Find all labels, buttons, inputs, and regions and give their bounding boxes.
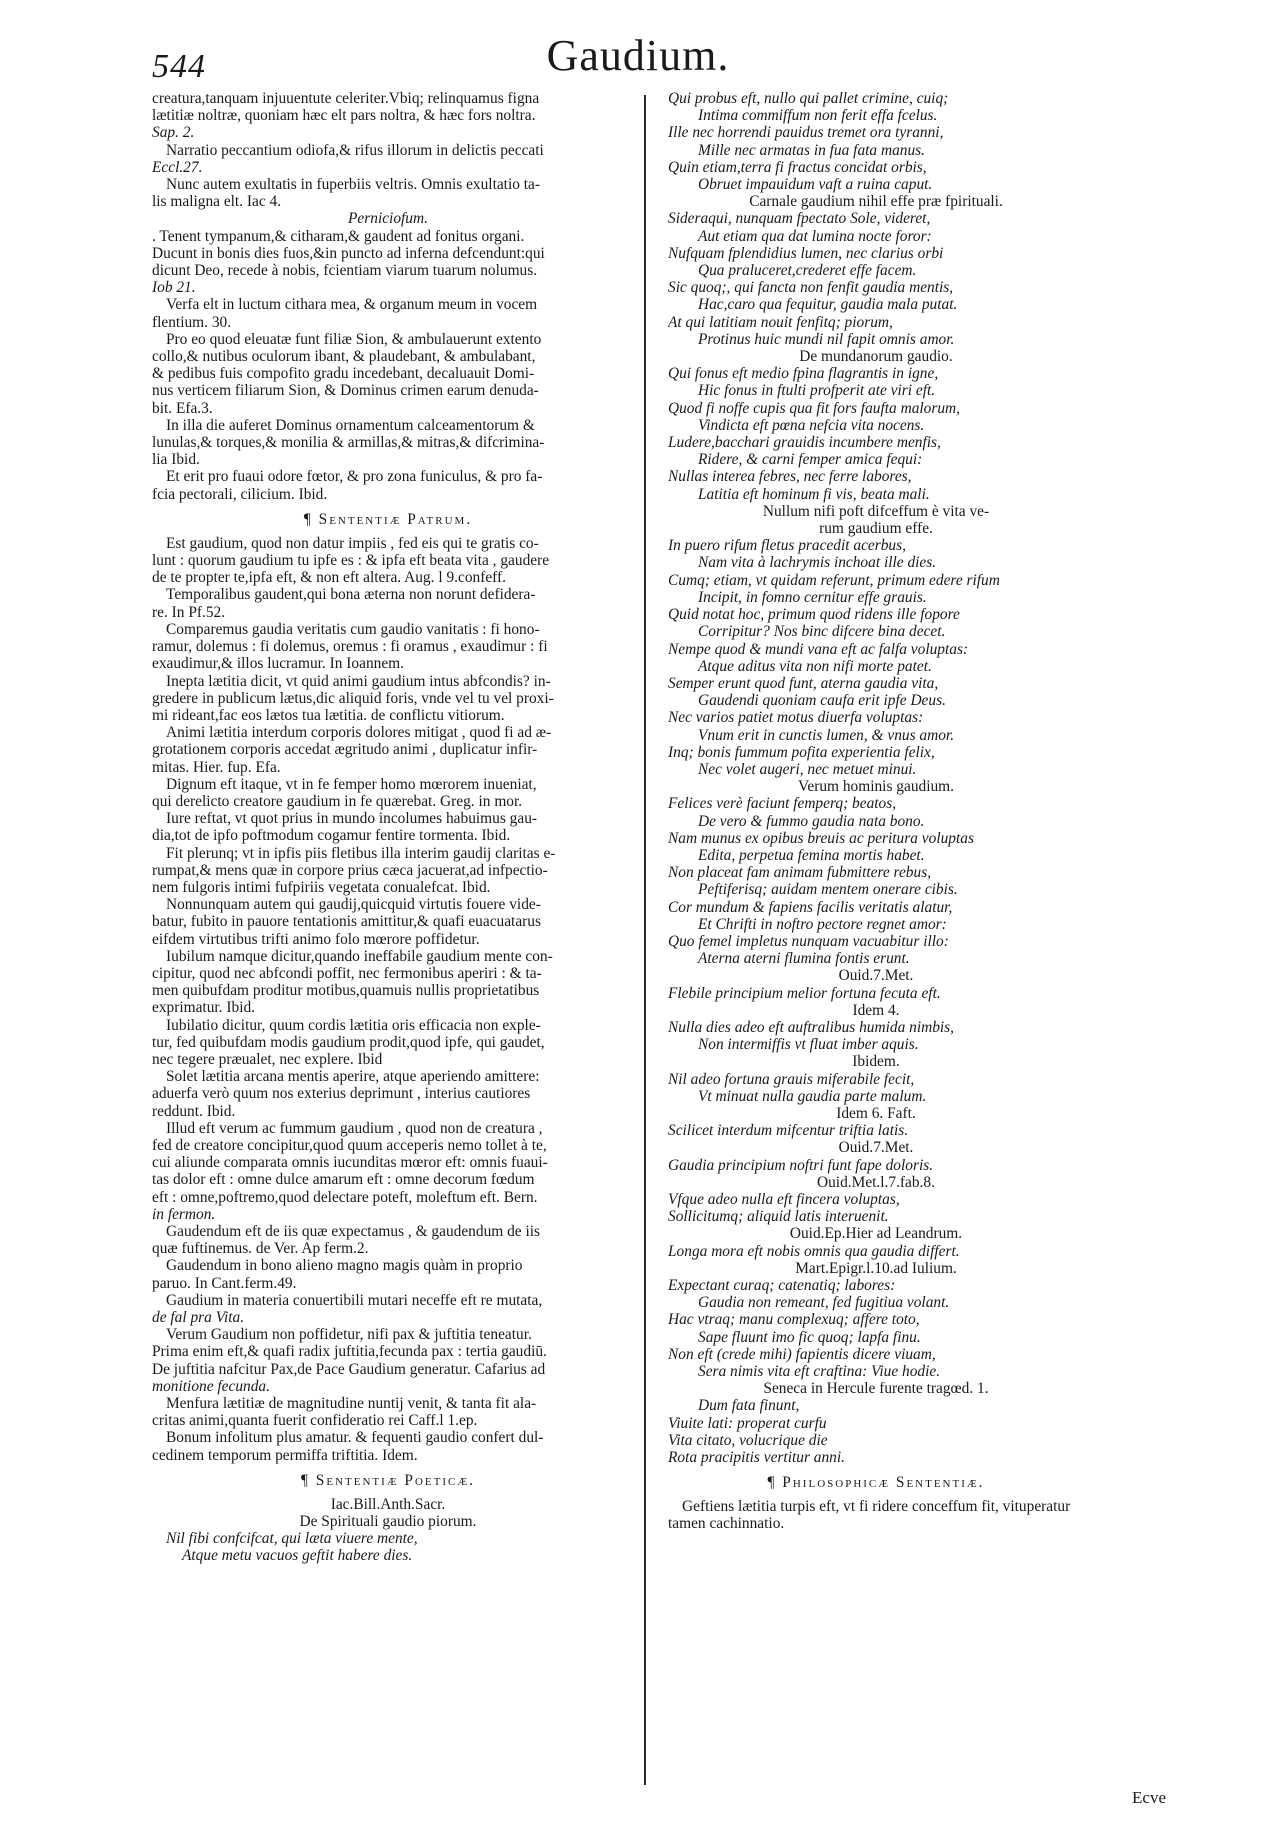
text-line: Vfque adeo nulla eft fincera voluptas, <box>668 1191 900 1208</box>
text-line: Longa mora eft nobis omnis qua gaudia differt. <box>668 1242 960 1260</box>
text-line: Aut etiam qua dat lumina nocte foror: <box>698 227 932 245</box>
text-line: creatura,tanquam injuuentute celeriter.Vbiq; relinquamus figna <box>152 90 540 107</box>
text-line: Sideraqui, nunquam fpectato Sole, videret, <box>668 210 931 228</box>
text-line: ramur, dolemus : fi dolemus, oremus : fi oramus , exaudimur : fi <box>152 638 548 656</box>
text-line: & pedibus fuis compofito gradu incedebant, decaluauit Domi- <box>152 365 535 383</box>
text-line: Pro eo quod eleuatæ funt filiæ Sion, & ambulauerunt extento <box>166 330 542 348</box>
text-line: monitione fecunda. <box>152 1377 270 1395</box>
text-line: Qua praluceret,crederet effe facem. <box>698 262 917 280</box>
text-line: grotationem corporis accedat ægritudo animi , duplicatur infir- <box>152 741 538 759</box>
text-line: Perniciofum. <box>348 210 428 228</box>
text-line: Et erit pro fuaui odore fœtor, & pro zona funiculus, & pro fa- <box>166 468 543 486</box>
text-line: tamen cachinnatio. <box>668 1515 785 1533</box>
text-line: Fit plerunq; vt in ipfis piis fletibus illa interim gaudij claritas e- <box>166 844 556 862</box>
text-line: Rota pracipitis vertitur anni. <box>668 1449 845 1467</box>
text-line: Animi lætitia interdum corporis dolores mitigat , quod fi ad æ- <box>166 724 552 742</box>
text-line: De mundanorum gaudio. <box>799 348 953 366</box>
text-line: Est gaudium, quod non datur impiis , fed eis qui te gratis co- <box>166 534 539 552</box>
text-line: mi rideant,fac eos lætos tua lætitia. de conflictu vitiorum. <box>152 706 505 724</box>
text-line: exaudimur,& illos lucramur. In Ioannem. <box>152 655 404 673</box>
text-line: reddunt. Ibid. <box>152 1102 236 1120</box>
text-line: Quod fi noffe cupis qua fit fors faufta malorum, <box>668 399 961 417</box>
text-line: lunulas,& torques,& monilia & armillas,& mitras,& difcrimina- <box>152 434 545 452</box>
section-heading: ¶ Sententiæ Poeticæ. <box>300 1471 475 1489</box>
catchword: Ecve <box>1132 1788 1166 1807</box>
text-line: rum gaudium effe. <box>819 520 933 538</box>
text-line: Quid notat hoc, primum quod ridens ille fopore <box>668 606 960 624</box>
page-title: Gaudium. <box>546 31 730 80</box>
text-line: Iac.Bill.Anth.Sacr. <box>330 1495 446 1513</box>
text-line: Ouid.Met.l.7.fab.8. <box>817 1173 935 1191</box>
text-line: Verum Gaudium non poffidetur, nifi pax & juftitia teneatur. <box>166 1326 532 1344</box>
text-line: quæ fuftinemus. de Ver. Ap ferm.2. <box>152 1240 369 1258</box>
text-line: Idem 4. <box>852 1001 900 1019</box>
text-line: Corripitur? Nos binc difcere bina decet. <box>698 623 946 641</box>
column-rule <box>644 95 646 1785</box>
text-line: Viuite lati: properat curfu <box>668 1414 827 1432</box>
text-line: . Tenent tympanum,& citharam,& gaudent ad fonitus organi. <box>152 227 525 245</box>
text-line: Sollicitumq; aliquid latis interuenit. <box>668 1208 889 1226</box>
text-line: Et Chrifti in noftro pectore regnet amor: <box>698 915 947 933</box>
text-line: Inepta lætitia dicit, vt quid animi gaudium intus abfcondis? in- <box>166 672 551 690</box>
text-line: Quo femel impletus nunquam vacuabitur illo: <box>668 932 949 950</box>
text-line: Nempe quod & mundi vana eft ac falfa voluptas: <box>668 640 969 658</box>
text-line: Qui fonus eft medio fpina flagrantis in igne, <box>668 365 939 383</box>
text-line: Dum fata finunt, <box>698 1397 800 1415</box>
text-line: Sera nimis vita eft craftina: Viue hodie. <box>698 1363 941 1381</box>
text-line: Cor mundum & fapiens facilis veritatis alatur, <box>668 898 953 916</box>
text-line: Nunc autem exultatis in fuperbiis veltris. Omnis exultatio ta- <box>166 176 540 194</box>
text-line: Prima enim eft,& quafi radix juftitia,fecunda pax : tertia gaudiū. <box>152 1343 547 1361</box>
text-line: De juftitia nafcitur Pax,de Pace Gaudium generatur. Cafarius ad <box>152 1360 546 1378</box>
text-line: Nonnunquam autem qui gaudij,quicquid virtutis fouere vide- <box>166 896 541 914</box>
text-line: gredere in publicum lætus,dic aliquid foris, vnde vel tu vel proxi- <box>152 689 554 707</box>
text-line: Carnale gaudium nihil effe præ fpirituali. <box>749 193 1003 211</box>
text-line: Narratio peccantium odiofa,& rifus illorum in delictis peccati <box>166 141 544 159</box>
text-line: Inq; bonis fummum pofita experientia felix, <box>668 743 935 761</box>
text-line: fcia pectorali, cilicium. Ibid. <box>152 485 328 503</box>
section-heading: ¶ Sententiæ Patrum. <box>303 510 473 528</box>
page-number: 544 <box>152 48 206 85</box>
text-line: Protinus huic mundi nil fapit omnis amor. <box>698 330 955 348</box>
text-line: Semper erunt quod funt, aterna gaudia vita, <box>668 674 939 692</box>
text-line: De vero & fummo gaudia nata bono. <box>698 812 925 830</box>
text-line: cipitur, quod nec abfcondi poffit, nec fermonibus aperiri : & ta- <box>152 964 542 982</box>
text-line: critas animi,quanta fuerit confideratio rei Caff.l 1.ep. <box>152 1412 478 1430</box>
text-line: nus verticem filiarum Sion, & Dominus crimen earum denuda- <box>152 382 539 400</box>
text-line: eifdem virtutibus trifti animo folo mœrore poffidetur. <box>152 930 480 948</box>
text-line: Menfura lætitiæ de magnitudine nuntij venit, & tanta fit ala- <box>166 1395 537 1413</box>
text-line: eft : omne,poftremo,quod delectare poteft, moleftum eft. Bern. <box>152 1188 538 1206</box>
text-line: Peftiferisq; auidam mentem onerare cibis. <box>698 881 958 899</box>
text-line: Nullum nifi poft difceffum è vita ve- <box>762 502 990 520</box>
text-line: Nam vita à lachrymis inchoat ille dies. <box>698 554 937 572</box>
text-line: Aterna aterni flumina fontis erunt. <box>698 950 910 968</box>
section-heading: ¶ Philosophicæ Sententiæ. <box>767 1474 985 1492</box>
text-line: Nec volet augeri, nec metuet minui. <box>698 760 917 778</box>
text-line: Iubilum namque dicitur,quando ineffabile gaudium mente con- <box>166 947 553 965</box>
text-line: Expectant curaq; catenatiq; labores: <box>668 1277 896 1295</box>
text-line: Nulla dies adeo eft auftralibus humida nimbis, <box>668 1018 955 1036</box>
text-line: Sic quoq;, qui fancta non fenfit gaudia mentis, <box>668 279 954 297</box>
text-line: Hac,caro qua fequitur, gaudia mala putat. <box>698 296 958 314</box>
text-line: bit. Efa.3. <box>152 399 213 417</box>
text-line: Ludere,bacchari grauidis incumbere menfis, <box>668 434 941 452</box>
text-line: Nil adeo fortuna grauis miferabile fecit, <box>668 1070 915 1088</box>
text-line: Quin etiam,terra fi fractus concidat orbis, <box>668 158 927 176</box>
text-line: In illa die auferet Dominus ornamentum calceamentorum & <box>166 416 535 434</box>
text-line: flentium. 30. <box>152 313 232 331</box>
text-line: Non intermiffis vt fluat imber aquis. <box>698 1036 919 1054</box>
text-line: Obruet impauidum vaft a ruina caput. <box>698 176 933 194</box>
text-line: De Spirituali gaudio piorum. <box>299 1513 477 1531</box>
text-line: Gaudia non remeant, fed fugitiua volant. <box>698 1294 950 1312</box>
text-line: Dignum eft itaque, vt in fe femper homo mœrorem inueniat, <box>166 775 537 793</box>
text-line: re. In Pf.52. <box>152 603 226 621</box>
text-line: Nullas interea febres, nec ferre labores, <box>668 468 912 486</box>
text-line: cedinem temporum permiffa triftitia. Idem. <box>152 1446 418 1464</box>
text-line: Vnum erit in cunctis lumen, & vnus amor. <box>698 726 955 744</box>
text-line: Sape fluunt imo fic quoq; lapfa finu. <box>698 1328 921 1346</box>
text-line: Cumq; etiam, vt quidam referunt, primum edere rifum <box>668 571 1000 589</box>
text-line: Intima commiffum non ferit effa fcelus. <box>698 107 938 125</box>
text-line: Iure reftat, vt quot prius in mundo incolumes habuimus gau- <box>166 810 538 828</box>
text-line: qui derelicto creatore gaudium in fe quærebat. Greg. in mor. <box>152 792 523 810</box>
text-line: Incipit, in fomno cernitur effe grauis. <box>698 588 927 606</box>
text-line: nem fulgoris intimi fufpiriis vegetata conualefcat. Ibid. <box>152 878 491 896</box>
text-line: Hac vtraq; manu complexuq; affere toto, <box>668 1311 920 1329</box>
text-line: Gaudendi quoniam caufa erit ipfe Deus. <box>698 692 946 710</box>
text-line: Flebile principium melior fortuna fecuta eft. <box>668 984 941 1002</box>
text-line: de te propter te,ipfa eft, & non eft altera. Aug. l 9.confeff. <box>152 569 506 587</box>
text-line: lunt : quorum gaudium tu ipfe es : & ipfa eft beata vita , gaudere <box>152 552 550 570</box>
text-line: lia Ibid. <box>152 451 200 469</box>
text-line: Gaudium in materia conuertibili mutari neceffe eft re mutata, <box>166 1291 543 1309</box>
text-line: Ouid.7.Met. <box>838 967 914 985</box>
text-line: Ille nec horrendi pauidus tremet ora tyranni, <box>668 124 944 142</box>
text-line: Gaudia principium noftri funt fape doloris. <box>668 1156 934 1174</box>
left-column <box>152 90 624 1565</box>
right-column <box>668 90 1084 1533</box>
text-line: cui aliunde comparata omnis iucunditas mœror eft: omnis fuaui- <box>152 1154 548 1172</box>
text-line: tur, fed quibufdam modis gaudium prodit,quod ipfe, qui gaudet, <box>152 1033 545 1051</box>
text-line: Non eft (crede mihi) fapientis dicere viuam, <box>668 1345 936 1363</box>
text-line: Idem 6. Faft. <box>836 1104 916 1122</box>
text-line: Bonum infolitum plus amatur. & fequenti gaudio confert dul- <box>166 1429 544 1447</box>
text-line: lætitiæ noltræ, quoniam hæc elt pars noltra, & hæc fors noltra. <box>152 107 536 125</box>
text-line: de fal pra Vita. <box>152 1309 245 1327</box>
text-line: Atque metu vacuos geftit habere dies. <box>182 1547 413 1565</box>
text-line: nec tegere præualet, nec explere. Ibid <box>152 1050 383 1068</box>
text-line: paruo. In Cant.ferm.49. <box>152 1274 297 1292</box>
text-line: rumpat,& mens quæ in corpore prius cæca jacuerat,ad infpectio- <box>152 861 548 879</box>
text-line: Ridere, & carni femper amica fequi: <box>698 451 923 469</box>
text-line: Eccl.27. <box>152 158 203 176</box>
text-line: At qui latitiam nouit fenfitq; piorum, <box>668 313 893 331</box>
text-line: dia,tot de ipfo poftmodum cogamur fentire tormenta. Ibid. <box>152 827 511 845</box>
text-line: Nam munus ex opibus breuis ac peritura voluptas <box>668 829 974 847</box>
text-line: In puero rifum fletus pracedit acerbus, <box>668 537 906 555</box>
text-line: Scilicet interdum mifcentur triftia latis. <box>668 1122 909 1140</box>
text-line: Sap. 2. <box>152 124 195 142</box>
text-line: batur, fubito in pauore tentationis amittitur,& quafi euacuatarus <box>152 913 541 931</box>
text-line: Edita, perpetua femina mortis habet. <box>698 846 925 864</box>
text-line: Iob 21. <box>152 279 196 297</box>
text-line: Vt minuat nulla gaudia parte malum. <box>698 1087 927 1105</box>
text-line: Non placeat fam animam fubmittere rebus, <box>668 864 932 882</box>
text-line: Illud eft verum ac fummum gaudium , quod non de creatura , <box>166 1119 543 1137</box>
text-line: collo,& nutibus oculorum ibant, & plaudebant, & ambulabant, <box>152 348 536 366</box>
text-line: Verum hominis gaudium. <box>797 778 955 796</box>
text-line: Geftiens lætitia turpis eft, vt fi ridere conceffum fit, vituperatur <box>682 1498 1071 1516</box>
text-line: dicunt Deo, recede à nobis, fcientiam viarum tuarum nolumus. <box>152 262 538 280</box>
text-line: Ouid.Ep.Hier ad Leandrum. <box>789 1225 963 1243</box>
text-line: mitas. Hier. fup. Efa. <box>152 758 281 776</box>
text-line: Mart.Epigr.l.10.ad Iulium. <box>795 1259 957 1277</box>
text-line: Vita citato, volucrique die <box>668 1431 828 1449</box>
text-line: Hic fonus in ftulti profperit ate viri eft. <box>698 382 936 400</box>
text-line: Qui probus eft, nullo qui pallet crimine, cuiq; <box>668 90 949 107</box>
text-line: Temporalibus gaudent,qui bona æterna non norunt defidera- <box>166 586 536 604</box>
text-line: Ouid.7.Met. <box>838 1139 914 1157</box>
text-line: Ducunt in bonis dies fuos,&in puncto ad inferna defcendunt:qui <box>152 244 545 262</box>
text-line: Latitia eft hominum fi vis, beata mali. <box>698 485 930 503</box>
text-line: Gaudendum eft de iis quæ expectamus , & gaudendum de iis <box>166 1223 540 1240</box>
text-line: Verfa elt in luctum cithara mea, & organum meum in vocem <box>166 296 538 314</box>
text-line: aduerfa verò quum nos exterius deprimunt , interius cautiores <box>152 1085 531 1103</box>
text-line: lis maligna elt. Iac 4. <box>152 193 282 211</box>
text-line: in fermon. <box>152 1205 216 1223</box>
text-line: fed de creatore concipitur,quod quum acceperis nemo tollet à te, <box>152 1136 547 1154</box>
text-line: Seneca in Hercule furente tragœd. 1. <box>763 1380 989 1398</box>
text-line: Nec varios patiet motus diuerfa voluptas: <box>668 709 924 727</box>
text-line: Ibidem. <box>852 1053 900 1071</box>
text-line: Atque aditus vita non nifi morte patet. <box>698 657 932 675</box>
text-line: Gaudendum in bono alieno magno magis quàm in proprio <box>166 1257 523 1275</box>
text-line: men quibufdam proditur motibus,quamuis nullis proprietatibus <box>152 982 540 1000</box>
text-line: Nil fibi confcifcat, qui læta viuere mente, <box>166 1530 418 1548</box>
text-line: Comparemus gaudia veritatis cum gaudio vanitatis : fi hono- <box>166 620 540 638</box>
text-line: Mille nec armatas in fua fata manus. <box>698 141 925 159</box>
text-line: Nufquam fplendidius lumen, nec clarius orbi <box>668 244 944 262</box>
text-line: Vindicta eft pœna nefcia vita nocens. <box>698 416 925 434</box>
text-line: tas dolor eft : omne dulce amarum eft : omne decorum fœdum <box>152 1171 535 1189</box>
text-line: exprimatur. Ibid. <box>152 999 256 1017</box>
text-line: Felices verè faciunt femperq; beatos, <box>668 795 897 813</box>
text-line: Solet lætitia arcana mentis aperire, atque aperiendo amittere: <box>166 1068 540 1086</box>
text-line: Iubilatio dicitur, quum cordis lætitia oris efficacia non exple- <box>166 1016 541 1034</box>
